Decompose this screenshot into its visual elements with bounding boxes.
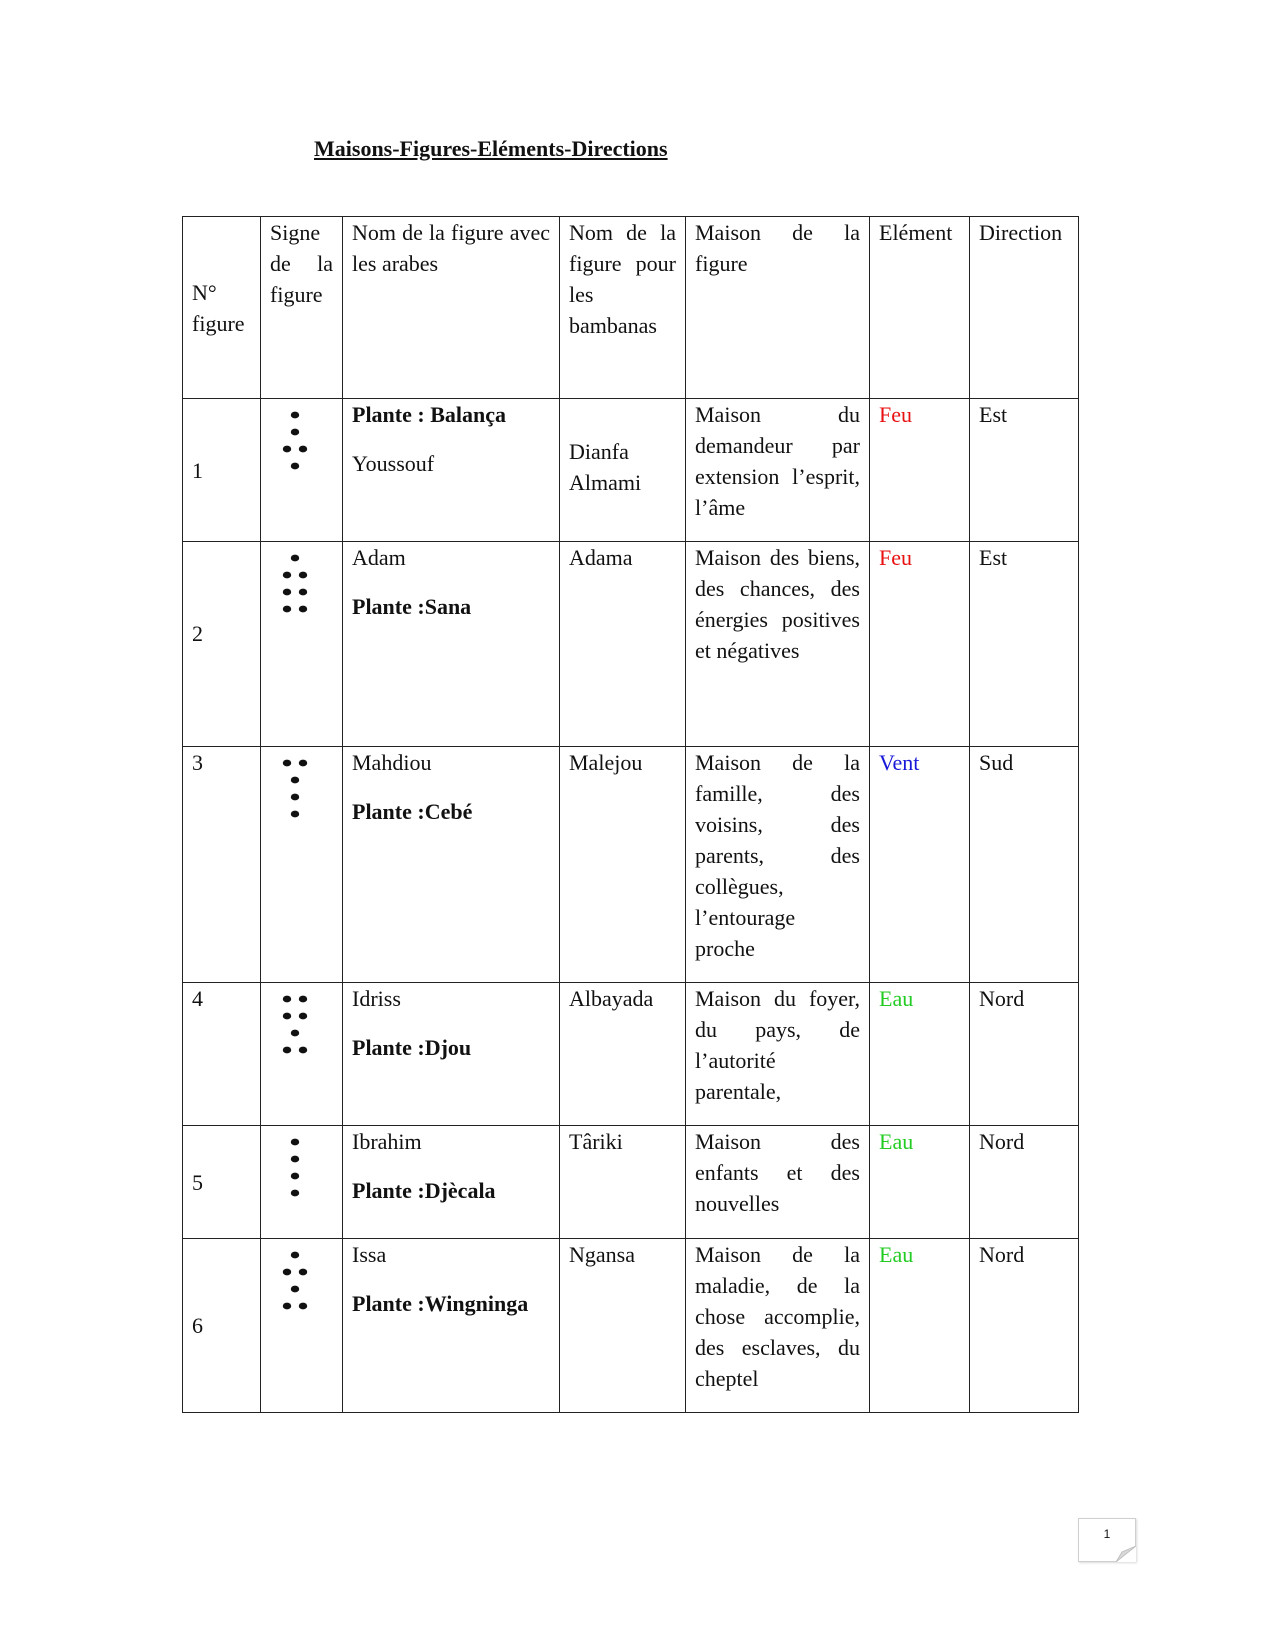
sign-dot <box>291 1190 299 1197</box>
header-sign: Signe de la figure <box>261 217 343 399</box>
sign-dot <box>299 606 307 613</box>
sign-dot <box>283 996 291 1003</box>
arab-name-cell <box>343 399 560 542</box>
header-house: Maison de la figure <box>686 217 870 399</box>
bambara-name-cell: Târiki <box>560 1126 686 1239</box>
sign-dot <box>291 794 299 801</box>
arab-name-cell <box>343 1126 560 1239</box>
sign-dot <box>291 811 299 818</box>
arab-name-cell <box>343 747 560 983</box>
document-title: Maisons-Figures-Eléments-Directions <box>314 136 668 161</box>
geomancy-dots-icon <box>281 405 321 485</box>
arab-name: Adam <box>352 545 406 570</box>
page-number: 1 <box>1078 1518 1136 1562</box>
geomancy-dots-icon <box>281 1245 321 1325</box>
sign-dot <box>291 412 299 419</box>
geomancy-dots-icon <box>281 989 321 1069</box>
sign-dot <box>291 555 299 562</box>
element-cell: Eau <box>870 1126 970 1239</box>
sign-dot <box>283 589 291 596</box>
sign-dot <box>299 572 307 579</box>
header-num: N° figure <box>183 217 261 399</box>
row-number: 1 <box>183 399 261 542</box>
sign-dot <box>291 429 299 436</box>
row-number: 4 <box>183 983 261 1126</box>
house-cell: Maison de la famille, des voisins, des parents, des collègues, l’entourage proche <box>686 747 870 983</box>
sign-dot <box>283 1013 291 1020</box>
element-cell: Eau <box>870 983 970 1126</box>
table-row <box>183 983 1079 1126</box>
table-row <box>183 399 1079 542</box>
element-cell: Eau <box>870 1239 970 1413</box>
table-row <box>183 1239 1079 1413</box>
row-number: 6 <box>183 1239 261 1413</box>
geomancy-dots-icon <box>281 1132 321 1212</box>
bambara-name-cell: Dianfa Almami <box>560 399 686 542</box>
header-arab-name: Nom de la figure avec les arabes <box>343 217 560 399</box>
figure-sign <box>261 747 343 983</box>
header-element: Elément <box>870 217 970 399</box>
direction-cell: Nord <box>970 1239 1079 1413</box>
bambara-name-cell: Ngansa <box>560 1239 686 1413</box>
page-curl-icon <box>1116 1546 1136 1562</box>
sign-dot <box>299 1047 307 1054</box>
arab-name-cell <box>343 1239 560 1413</box>
plant-name: Plante :Wingninga <box>352 1291 529 1316</box>
sign-dot <box>291 1252 299 1259</box>
house-cell: Maison du demandeur par extension l’esprit, l’âme <box>686 399 870 542</box>
direction-cell: Nord <box>970 983 1079 1126</box>
direction-cell: Est <box>970 542 1079 747</box>
element-cell: Vent <box>870 747 970 983</box>
bambara-name-cell: Malejou <box>560 747 686 983</box>
sign-dot <box>283 1047 291 1054</box>
sign-dot <box>299 760 307 767</box>
sign-dot <box>283 1269 291 1276</box>
sign-dot <box>299 589 307 596</box>
plant-name: Plante :Djou <box>352 1035 472 1060</box>
figure-sign <box>261 1126 343 1239</box>
sign-dot <box>299 1013 307 1020</box>
header-direction: Direction <box>970 217 1079 399</box>
plant-name: Plante :Djècala <box>352 1178 496 1203</box>
table-row <box>183 1126 1079 1239</box>
arab-name: Idriss <box>352 986 401 1011</box>
sign-dot <box>283 760 291 767</box>
table-row <box>183 542 1079 747</box>
arab-name: Mahdiou <box>352 750 432 775</box>
direction-cell: Nord <box>970 1126 1079 1239</box>
figure-sign <box>261 399 343 542</box>
plant-name: Plante : Balança <box>352 402 506 427</box>
plant-name: Plante :Sana <box>352 594 472 619</box>
row-number: 3 <box>183 747 261 983</box>
arab-name-cell <box>343 983 560 1126</box>
arab-name: Ibrahim <box>352 1129 422 1154</box>
figures-table <box>182 216 1079 1413</box>
element-cell: Feu <box>870 542 970 747</box>
house-cell: Maison de la maladie, de la chose accomplie, des esclaves, du cheptel <box>686 1239 870 1413</box>
direction-cell: Est <box>970 399 1079 542</box>
sign-dot <box>291 1139 299 1146</box>
bambara-name-cell: Albayada <box>560 983 686 1126</box>
sign-dot <box>291 1156 299 1163</box>
sign-dot <box>299 1303 307 1310</box>
element-cell: Feu <box>870 399 970 542</box>
geomancy-dots-icon <box>281 753 321 833</box>
figure-sign <box>261 983 343 1126</box>
header-row <box>183 217 1079 399</box>
sign-dot <box>299 446 307 453</box>
sign-dot <box>291 777 299 784</box>
geomancy-dots-icon <box>281 548 321 628</box>
row-number: 5 <box>183 1126 261 1239</box>
house-cell: Maison du foyer, du pays, de l’autorité parentale, <box>686 983 870 1126</box>
figure-sign <box>261 1239 343 1413</box>
row-number: 2 <box>183 542 261 747</box>
house-cell: Maison des enfants et des nouvelles <box>686 1126 870 1239</box>
table-row <box>183 747 1079 983</box>
sign-dot <box>291 1030 299 1037</box>
bambara-name-cell: Adama <box>560 542 686 747</box>
arab-name-cell <box>343 542 560 747</box>
figure-sign <box>261 542 343 747</box>
house-cell: Maison des biens, des chances, des énergies positives et négatives <box>686 542 870 747</box>
sign-dot <box>283 572 291 579</box>
sign-dot <box>283 606 291 613</box>
sign-dot <box>283 446 291 453</box>
sign-dot <box>299 1269 307 1276</box>
sign-dot <box>283 1303 291 1310</box>
direction-cell: Sud <box>970 747 1079 983</box>
arab-name: Issa <box>352 1242 387 1267</box>
sign-dot <box>291 1173 299 1180</box>
plant-name: Plante :Cebé <box>352 799 473 824</box>
sign-dot <box>291 463 299 470</box>
header-bambara-name: Nom de la figure pour les bambanas <box>560 217 686 399</box>
sign-dot <box>299 996 307 1003</box>
sign-dot <box>291 1286 299 1293</box>
arab-name: Youssouf <box>352 451 435 476</box>
